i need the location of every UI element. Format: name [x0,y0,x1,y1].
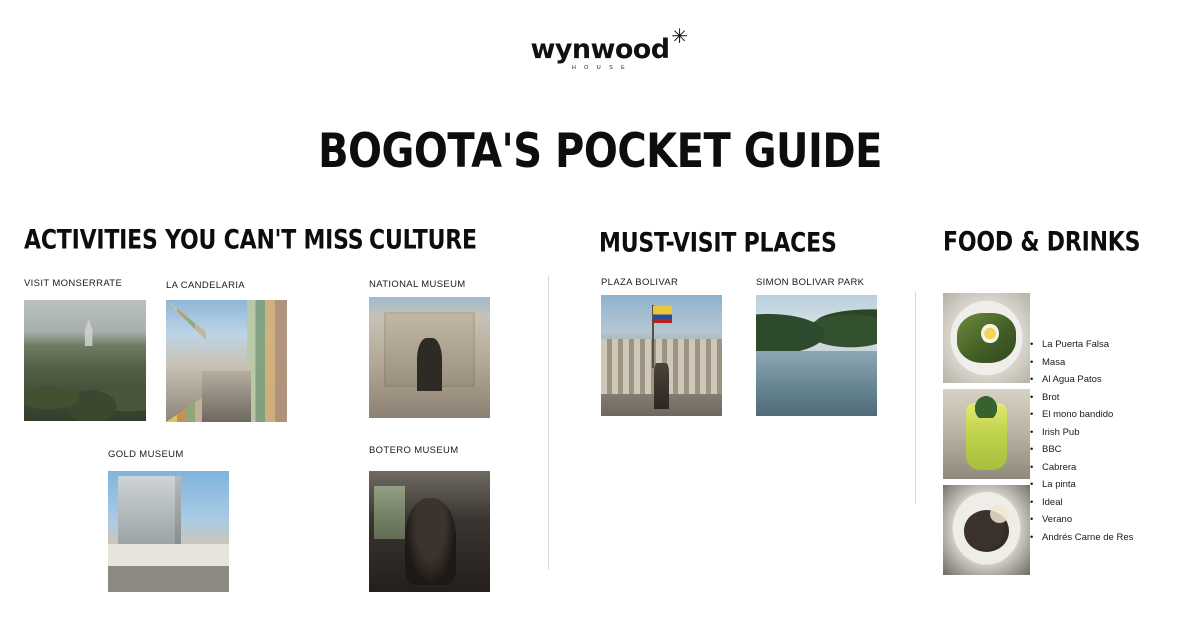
brand-subtitle: H O U S E [571,65,629,71]
section-title-food: FOOD & DRINKS [943,227,1141,258]
photo-plaza-bolivar [601,295,722,416]
list-item: • Andrés Carne de Res [1030,529,1180,547]
item-label-la-candelaria: LA CANDELARIA [166,280,245,291]
photo-simon-bolivar-park [756,295,877,416]
photo-gold-museum [108,471,229,592]
list-item: • Al Agua Patos [1030,371,1180,389]
section-title-activities: ACTIVITIES YOU CAN'T MISS [24,225,364,256]
item-label-visit-monserrate: VISIT MONSERRATE [24,278,123,289]
list-item: • Brot [1030,389,1180,407]
asterisk-icon: ✳ [671,24,688,48]
colombia-flag-icon [653,306,672,323]
photo-national-museum [369,297,490,418]
list-item: • Masa [1030,354,1180,372]
item-label-botero-museum: BOTERO MUSEUM [369,445,459,456]
list-item: • Irish Pub [1030,424,1180,442]
list-item: • La pinta [1030,476,1180,494]
list-item: • BBC [1030,441,1180,459]
list-item: • Verano [1030,511,1180,529]
list-item: • El mono bandido [1030,406,1180,424]
photo-botero-museum [369,471,490,592]
item-label-gold-museum: GOLD MUSEUM [108,449,184,460]
photo-visit-monserrate [24,300,146,421]
photo-food-toast [943,293,1030,383]
page-title: BOGOTA'S POCKET GUIDE [318,124,882,179]
list-item: • Ideal [1030,494,1180,512]
brand-logo [0,24,1200,74]
item-label-national-museum: NATIONAL MUSEUM [369,279,466,290]
brand-word-text: wynwood [530,34,670,65]
brand-wordmark [530,24,688,72]
section-title-places: MUST-VISIT PLACES [599,228,837,259]
divider-places-food [915,292,916,504]
photo-food-dessert [943,485,1030,575]
section-title-culture: CULTURE [369,225,477,256]
item-label-simon-bolivar-park: SIMON BOLIVAR PARK [756,277,865,288]
photo-la-candelaria [166,300,287,422]
list-item: • Cabrera [1030,459,1180,477]
list-item: • La Puerta Falsa [1030,336,1180,354]
item-label-plaza-bolivar: PLAZA BOLIVAR [601,277,679,288]
photo-food-cocktail [943,389,1030,479]
food-and-drinks-list [1030,336,1180,546]
divider-culture-places [548,276,549,570]
